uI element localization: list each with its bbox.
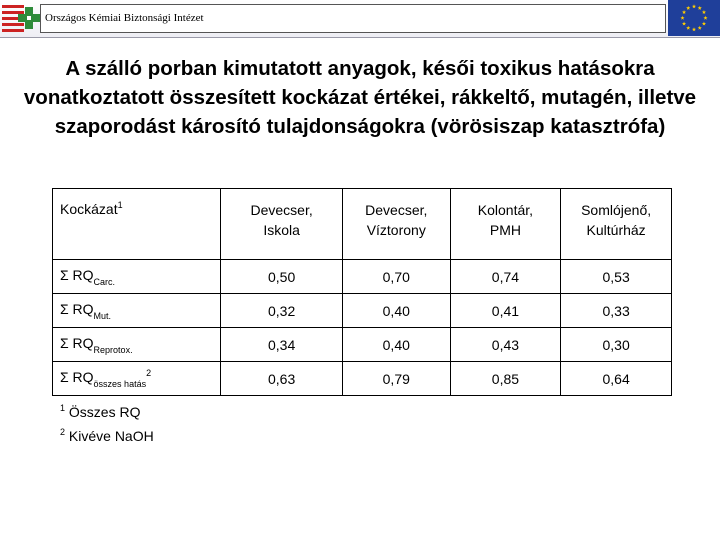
row-label-text: Σ RQ — [60, 301, 94, 317]
eu-flag-icon — [668, 0, 720, 36]
row-label-sub: összes hatás — [93, 379, 147, 389]
header-label-sup: 1 — [117, 200, 123, 210]
table-cell: 0,64 — [561, 362, 672, 396]
header-bar — [0, 0, 720, 38]
column-header-line1: Somlójenő, — [581, 202, 652, 218]
row-label — [53, 362, 221, 396]
okbi-logo-icon — [2, 2, 40, 34]
row-label-text: Σ RQ — [60, 335, 94, 351]
row-label — [53, 260, 221, 294]
row-label-text: Σ RQ — [60, 267, 94, 283]
table-cell: 0,43 — [450, 328, 561, 362]
table-row — [53, 362, 672, 396]
column-header-line1: Devecser, — [365, 202, 428, 218]
footnote — [60, 422, 154, 446]
column-header — [221, 189, 343, 260]
table-row — [53, 260, 672, 294]
header-label: Kockázat — [60, 201, 118, 217]
column-header-line2: Kultúrház — [586, 222, 646, 238]
footnote-mark: 1 — [60, 403, 66, 413]
column-header — [561, 189, 672, 260]
column-header-line1: Kolontár, — [477, 202, 534, 218]
column-header-line1: Devecser, — [250, 202, 313, 218]
row-label — [53, 294, 221, 328]
org-name: Országos Kémiai Biztonsági Intézet — [40, 4, 666, 33]
table-cell: 0,40 — [342, 328, 450, 362]
table-cell: 0,53 — [561, 260, 672, 294]
table-cell: 0,74 — [450, 260, 561, 294]
column-header — [342, 189, 450, 260]
table-cell: 0,70 — [342, 260, 450, 294]
footnote-text: Kivéve NaOH — [68, 428, 154, 444]
table-row — [53, 294, 672, 328]
column-header-line2: Víztorony — [366, 222, 426, 238]
table-cell: 0,33 — [561, 294, 672, 328]
table-cell: 0,63 — [221, 362, 343, 396]
row-label-sub: Reprotox. — [93, 345, 133, 355]
table-cell: 0,41 — [450, 294, 561, 328]
table-cell: 0,85 — [450, 362, 561, 396]
table-cell: 0,34 — [221, 328, 343, 362]
table-cell: 0,32 — [221, 294, 343, 328]
column-header-line2: Iskola — [263, 222, 300, 238]
page-title: A szálló porban kimutatott anyagok, késői toxikus hatásokra vonatkoztatott összesített kockázat értékei, rákkeltő, mutagén, illetve szaporodást károsító tulajdonságokra (vörösiszap katasztrófa) — [23, 57, 697, 138]
table-cell: 0,50 — [221, 260, 343, 294]
row-label-sub: Mut. — [93, 311, 112, 321]
table-cell: 0,30 — [561, 328, 672, 362]
footnote-text: Összes RQ — [68, 404, 141, 420]
row-label — [53, 328, 221, 362]
footnote-mark: 2 — [60, 427, 66, 437]
table-cell: 0,40 — [342, 294, 450, 328]
risk-table — [52, 188, 672, 396]
table-header-row — [53, 189, 672, 260]
row-label-sup: 2 — [146, 368, 152, 378]
column-header-line2: PMH — [489, 222, 521, 238]
footnotes — [60, 398, 154, 446]
table-row — [53, 328, 672, 362]
row-label-sub: Carc. — [93, 277, 116, 287]
header-label-cell — [53, 189, 221, 260]
table-cell: 0,79 — [342, 362, 450, 396]
column-header — [450, 189, 561, 260]
footnote — [60, 398, 154, 422]
row-label-text: Σ RQ — [60, 369, 94, 385]
